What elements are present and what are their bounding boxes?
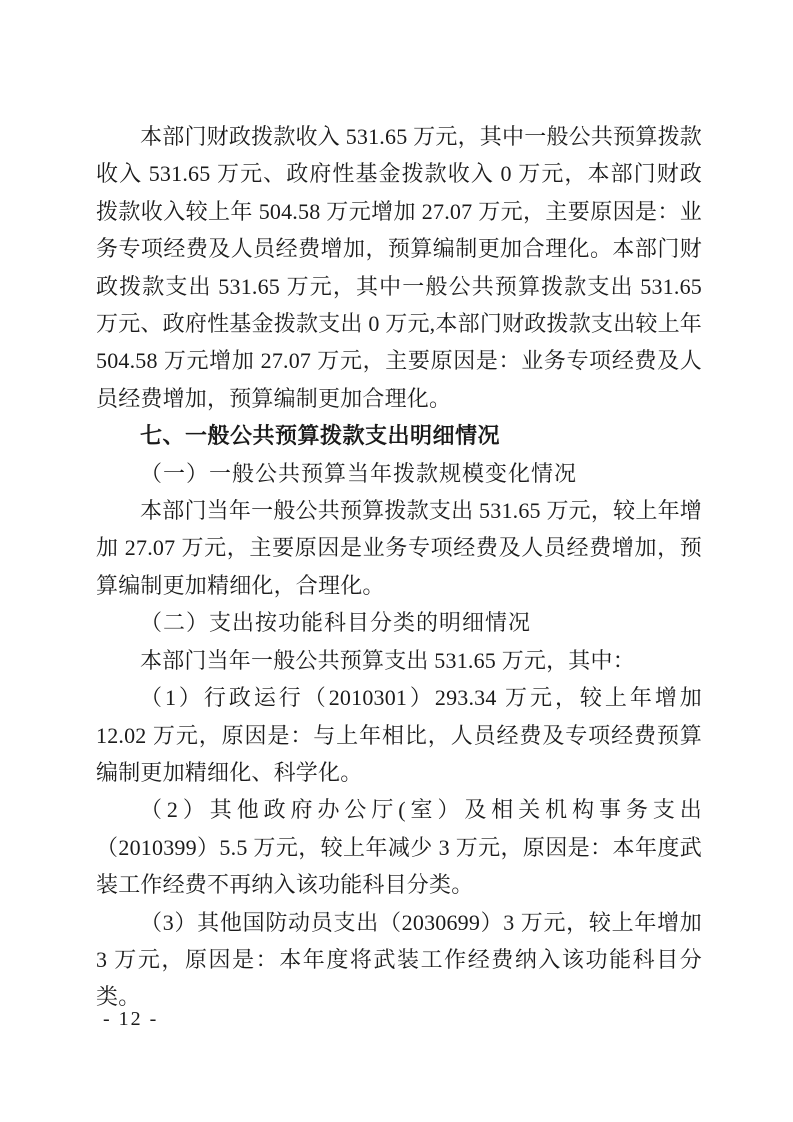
paragraph-item-3-other-national-defense: （3）其他国防动员支出（2030699）3 万元，较上年增加 3 万元，原因是：本年度将武装工作经费纳入该功能科目分类。 — [96, 909, 702, 1010]
paragraph-item-1-administrative-operation: （1）行政运行（2010301）293.34 万元，较上年增加 12.02 万元，原因是：与上年相比，人员经费及专项经费预算编制更加精细化、科学化。 — [96, 685, 702, 785]
page-number: - 12 - — [103, 1008, 159, 1030]
document-body — [96, 118, 702, 1016]
paragraph-scale-change: 本部门当年一般公共预算拨款支出 531.65 万元，较上年增加 27.07 万元，主要原因是业务专项经费及人员经费增加，预算编制更加精细化，合理化。 — [96, 498, 702, 598]
subsection-heading-1: （一）一般公共预算当年拨款规模变化情况 — [140, 460, 578, 486]
paragraph-function-intro: 本部门当年一般公共预算支出 531.65 万元，其中： — [140, 647, 635, 673]
paragraph-item-2-other-government-office: （2）其他政府办公厅(室）及相关机构事务支出（2010399）5.5 万元，较上年减少 3 万元，原因是：本年度武装工作经费不再纳入该功能科目分类。 — [96, 797, 702, 898]
paragraph-fiscal-allocation-summary: 本部门财政拨款收入 531.65 万元，其中一般公共预算拨款收入 531.65 万元、政府性基金拨款收入 0 万元，本部门财政拨款收入较上年 504.58 万元增加 27.07 万元，主要原因是：业务专项经费及人员经费增加，预算编制更加合理化。本部门财政拨款支出 531.65 万元，其中一般公共预算拨款支出 531.65 万元、政府性基金拨款支出 0 万元,本部门财政拨款支出较上年 504.58 万元增加 27.07 万元，主要原因是：业务专项经费及人员经费增加，预算编制更加合理化。 — [96, 124, 702, 411]
subsection-heading-2: （二）支出按功能科目分类的明细情况 — [140, 610, 532, 636]
section-heading-7: 七、一般公共预算拨款支出明细情况 — [140, 423, 501, 449]
